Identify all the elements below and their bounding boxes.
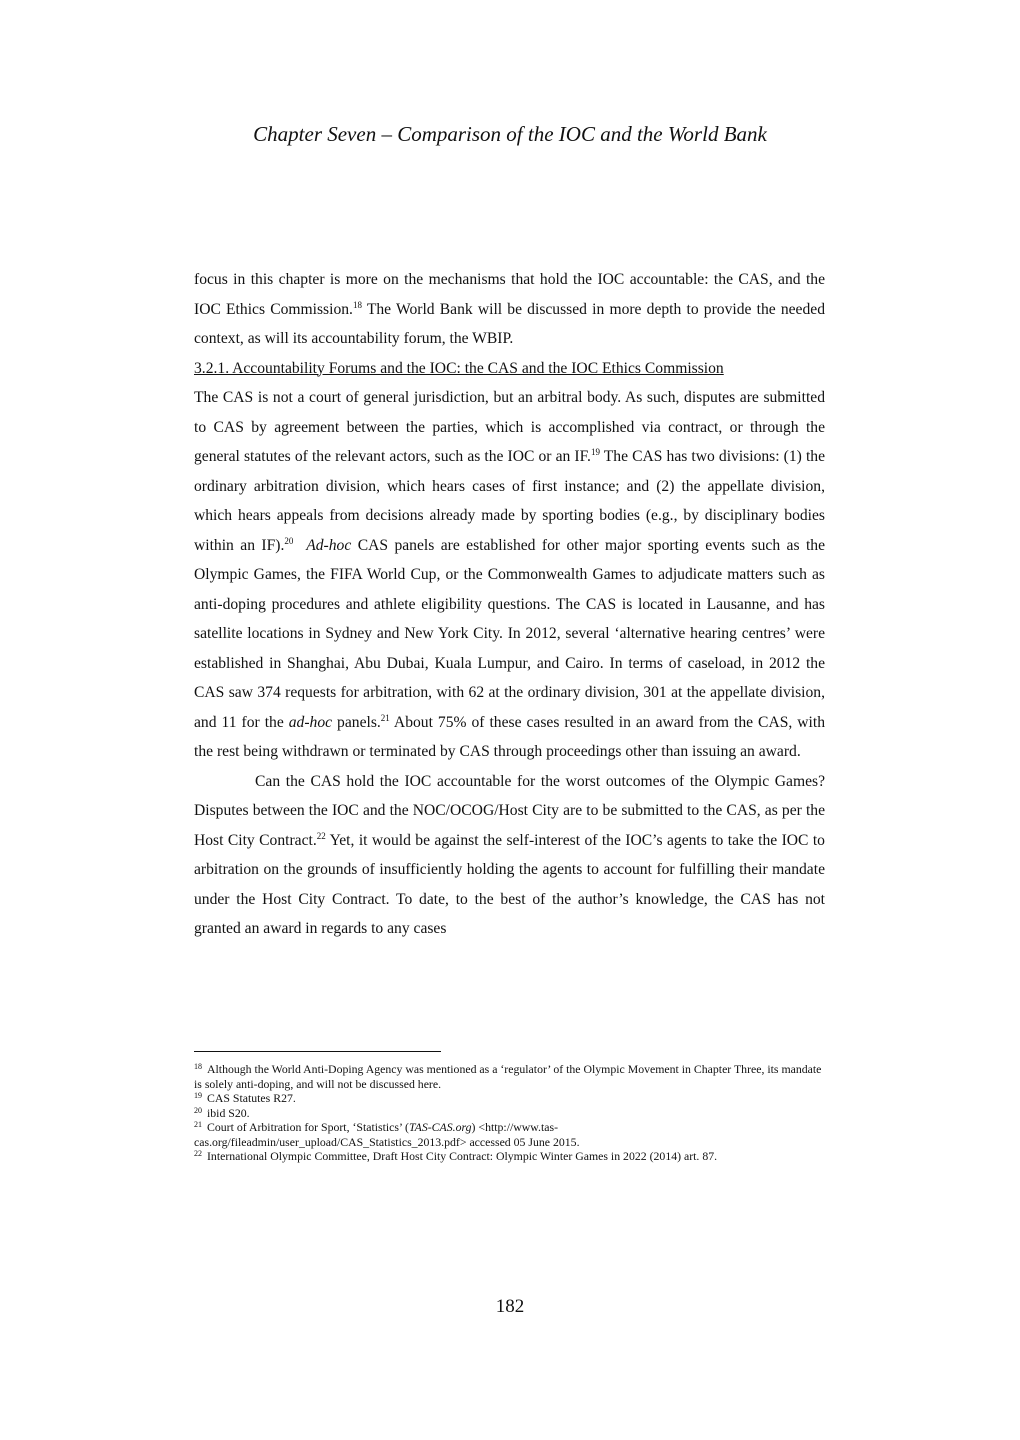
body-text — [194, 265, 825, 944]
footnote-18: $^{18}$ Although the World Anti-Doping Agency was mentioned as a ‘regulator’ of the Olympic Movement in Chapter Three, its mandate is solely anti-doping, and will not be discussed here. — [194, 1062, 822, 1091]
paragraph-3: Can the CAS hold the IOC accountable for the worst outcomes of the Olympic Games? Disputes between the IOC and the NOC/OCOG/Host City are to be submitted to the CAS, as per the Host City Contract.$^{22}$ Yet, it would be against the self-interest of the IOC’s agents to take the IOC to arbitration on the grounds of insufficiently holding the agents to account for fulfilling their mandate under the Host City Contract. To date, to the best of the author’s knowledge, the CAS has not granted an award in regards to any cases — [194, 772, 825, 937]
italic-term: ad-hoc — [288, 713, 333, 731]
footnote-ref-19[interactable]: 19 — [590, 447, 600, 457]
paragraph-1: focus in this chapter is more on the mechanisms that hold the IOC accountable: the CAS, and the IOC Ethics Commission.$^{18}$ The World Bank will be discussed in more depth to provide the needed context, as will its accountability forum, the WBIP. — [194, 271, 825, 347]
footnote-ref-21[interactable]: 21 — [380, 712, 390, 723]
footnote-ref-20[interactable]: 20 — [284, 535, 294, 546]
footnote-20: $^{20}$ ibid S20. — [194, 1105, 250, 1120]
paragraph-2: The CAS is not a court of general jurisdiction, but an arbitral body. As such, disputes are submitted to CAS by agreement between the parties, which is accomplished via contract, or through the general statutes of the relevant actors, such as the IOC or an IF.$^{19}$ The CAS has two divisions: (1) the ordinary arbitration division, which hears cases of first instance; and (2) the appellate division, which hears appeals from decisions already made by sporting bodies (e.g., by disciplinary bodies within an IF).$^{20}$ Ad-hoc CAS panels are established for other major sporting events such as the Olympic Games, the FIFA World Cup, or the Commonwealth Games to adjudicate matters such as anti-doping procedures and athlete eligibility questions. The CAS is located in Lausanne, and has satellite locations in Sydney and New York City. In 2012, several ‘alternative hearing centres’ were established in Shanghai, Abu Dubai, Kuala Lumpur, and Cairo. In terms of caseload, in 2012 the CAS saw 374 requests for arbitration, with 62 at the ordinary division, 301 at the appellate division, and 11 for the ad-hoc panels.$^{21}$ About 75% of these cases resulted in an award from the CAS, with the rest being withdrawn or terminated by CAS through proceedings other than issuing an award. — [194, 389, 826, 760]
footnote-21: $^{21}$ Court of Arbitration for Sport, ‘Statistics’ (TAS-CAS.org) <http://www.tas-cas.org/fileadmin/user_upload/CAS_Statistics_2013.pdf> accessed 05 June 2015. — [194, 1120, 580, 1149]
section-heading: 3.2.1. Accountability Forums and the IOC: the CAS and the IOC Ethics Commission — [194, 359, 724, 377]
page-number: 182 — [495, 1296, 525, 1317]
footnote-22: $^{22}$ International Olympic Committee, Draft Host City Contract: Olympic Winter Games in 2022 (2014) art. 87. — [194, 1149, 718, 1163]
running-header: Chapter Seven – Comparison of the IOC and the World Bank — [253, 122, 767, 146]
footnote-19: $^{19}$ CAS Statutes R27. — [194, 1091, 296, 1105]
footnote-link[interactable]: ) <http://www.tas-cas.org/fileadmin/user_upload/CAS_Statistics_2013.pdf> accessed 05 June 2015. — [194, 1120, 580, 1149]
footnote-ref-22[interactable]: 22 — [316, 830, 326, 841]
footnote-divider — [194, 1051, 441, 1052]
footnotes — [194, 1062, 825, 1164]
italic-term: Ad-hoc — [306, 536, 352, 554]
footnote-ref-18[interactable]: 18 — [352, 299, 362, 310]
